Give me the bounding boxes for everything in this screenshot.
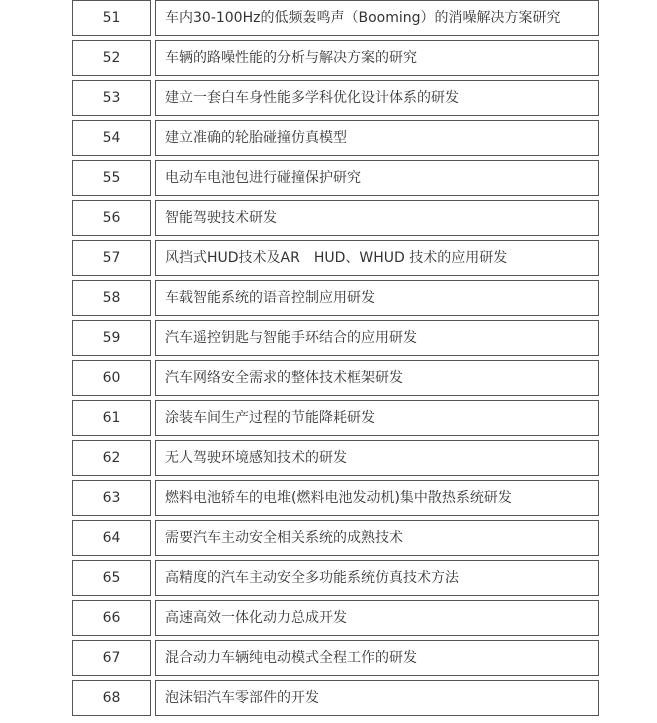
row-number-cell: 52	[72, 40, 151, 76]
row-number-cell: 54	[72, 120, 151, 156]
row-topic-cell: 需要汽车主动安全相关系统的成熟技术	[155, 520, 599, 556]
row-topic-cell: 无人驾驶环境感知技术的研发	[155, 440, 599, 476]
table-row	[72, 480, 599, 516]
table-row	[72, 120, 599, 156]
table-row	[72, 0, 599, 36]
table-row	[72, 640, 599, 676]
row-number-cell: 55	[72, 160, 151, 196]
table-row	[72, 400, 599, 436]
row-topic-cell: 高速高效一体化动力总成开发	[155, 600, 599, 636]
row-topic-cell: 车内30-100Hz的低频轰鸣声（Booming）的消噪解决方案研究	[155, 0, 599, 36]
table-row	[72, 200, 599, 236]
row-number-cell: 68	[72, 680, 151, 716]
row-topic-cell: 泡沫铝汽车零部件的开发	[155, 680, 599, 716]
table-row	[72, 680, 599, 716]
table-row	[72, 560, 599, 596]
row-number-cell: 62	[72, 440, 151, 476]
row-number-cell: 64	[72, 520, 151, 556]
table-row	[72, 160, 599, 196]
row-number-cell: 58	[72, 280, 151, 316]
row-number-cell: 57	[72, 240, 151, 276]
table-row	[72, 440, 599, 476]
table-row	[72, 520, 599, 556]
row-number-cell: 63	[72, 480, 151, 516]
row-topic-cell: 车载智能系统的语音控制应用研发	[155, 280, 599, 316]
row-number-cell: 59	[72, 320, 151, 356]
table-row	[72, 240, 599, 276]
row-topic-cell: 涂装车间生产过程的节能降耗研发	[155, 400, 599, 436]
row-number-cell: 51	[72, 0, 151, 36]
row-number-cell: 65	[72, 560, 151, 596]
row-topic-cell: 混合动力车辆纯电动模式全程工作的研发	[155, 640, 599, 676]
row-topic-cell: 燃料电池轿车的电堆(燃料电池发动机)集中散热系统研发	[155, 480, 599, 516]
row-number-cell: 67	[72, 640, 151, 676]
row-number-cell: 56	[72, 200, 151, 236]
row-topic-cell: 风挡式HUD技术及AR HUD、WHUD 技术的应用研发	[155, 240, 599, 276]
row-number-cell: 66	[72, 600, 151, 636]
project-table	[72, 0, 599, 720]
table-row	[72, 600, 599, 636]
row-topic-cell: 车辆的路噪性能的分析与解决方案的研究	[155, 40, 599, 76]
row-topic-cell: 建立一套白车身性能多学科优化设计体系的研发	[155, 80, 599, 116]
table-row	[72, 80, 599, 116]
table-row	[72, 320, 599, 356]
row-number-cell: 53	[72, 80, 151, 116]
row-topic-cell: 高精度的汽车主动安全多功能系统仿真技术方法	[155, 560, 599, 596]
row-topic-cell: 智能驾驶技术研发	[155, 200, 599, 236]
row-number-cell: 60	[72, 360, 151, 396]
table-row	[72, 40, 599, 76]
table-row	[72, 280, 599, 316]
row-topic-cell: 汽车网络安全需求的整体技术框架研发	[155, 360, 599, 396]
row-topic-cell: 电动车电池包进行碰撞保护研究	[155, 160, 599, 196]
row-topic-cell: 汽车遥控钥匙与智能手环结合的应用研发	[155, 320, 599, 356]
row-number-cell: 61	[72, 400, 151, 436]
table-row	[72, 360, 599, 396]
row-topic-cell: 建立准确的轮胎碰撞仿真模型	[155, 120, 599, 156]
